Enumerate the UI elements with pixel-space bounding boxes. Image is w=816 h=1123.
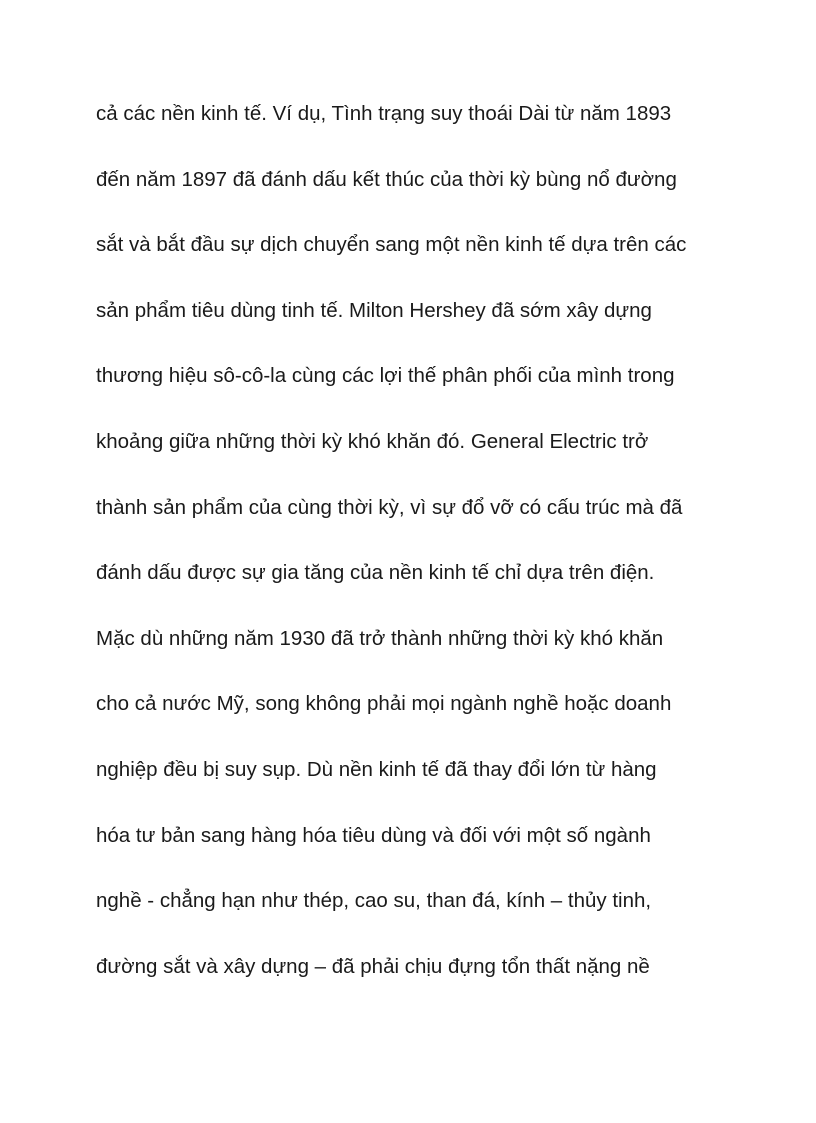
text-line-3: sắt và bắt đầu sự dịch chuyển sang một nền kinh tế dựa trên các — [96, 233, 687, 257]
text-line-7: thành sản phẩm của cùng thời kỳ, vì sự đổ vỡ có cấu trúc mà đã — [96, 495, 683, 519]
text-line-5: thương hiệu sô-cô-la cùng các lợi thế phân phối của mình trong — [96, 364, 675, 388]
text-line-6: khoảng giữa những thời kỳ khó khăn đó. General Electric trở — [96, 429, 649, 453]
text-line-13: nghề - chẳng hạn như thép, cao su, than đá, kính – thủy tinh, — [96, 889, 652, 913]
body-text — [96, 94, 736, 1012]
text-line-1: cả các nền kinh tế. Ví dụ, Tình trạng suy thoái Dài từ năm 1893 — [96, 102, 672, 125]
text-line-8: đánh dấu được sự gia tăng của nền kinh tế chỉ dựa trên điện. — [96, 561, 655, 585]
text-line-11: nghiệp đều bị suy sụp. Dù nền kinh tế đã thay đổi lớn từ hàng — [96, 757, 657, 781]
text-line-2: đến năm 1897 đã đánh dấu kết thúc của thời kỳ bùng nổ đường — [96, 167, 677, 191]
text-line-4: sản phẩm tiêu dùng tinh tế. Milton Hershey đã sớm xây dựng — [96, 298, 652, 322]
text-line-9: Mặc dù những năm 1930 đã trở thành những thời kỳ khó khăn — [96, 626, 664, 650]
text-line-10: cho cả nước Mỹ, song không phải mọi ngành nghề hoặc doanh — [96, 692, 672, 716]
text-line-14: đường sắt và xây dựng – đã phải chịu đựng tổn thất nặng nề — [96, 954, 650, 978]
text-line-12: hóa tư bản sang hàng hóa tiêu dùng và đối với một số ngành — [96, 823, 651, 847]
